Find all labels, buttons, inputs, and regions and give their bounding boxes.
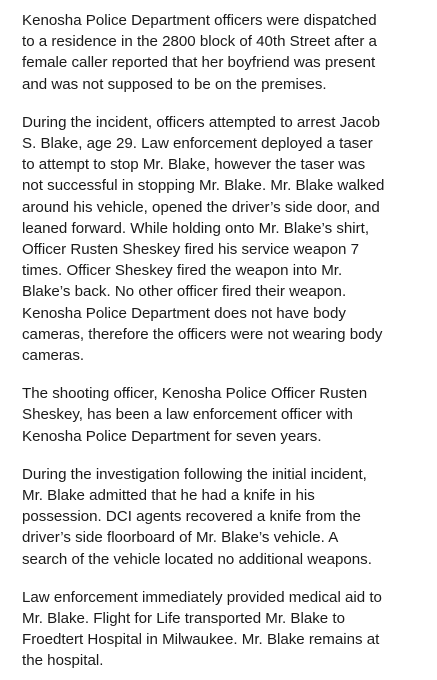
paragraph-dispatch: Kenosha Police Department officers were dispatched to a residence in the 2800 block of 40th Street after a female caller reported that her boyfriend was present and was not supposed to be on the premises. xyxy=(22,12,377,93)
paragraph-shooting-officer: The shooting officer, Kenosha Police Officer Rusten Sheskey, has been a law enforcement officer with Kenosha Police Department for seven years. xyxy=(22,385,368,445)
paragraph-medical-aid: Law enforcement immediately provided medical aid to Mr. Blake. Flight for Life transported Mr. Blake to Froedtert Hospital in Milwaukee. Mr. Blake remains at the hospital. xyxy=(22,588,382,670)
paragraph-investigation: During the investigation following the initial incident, Mr. Blake admitted that he had a knife in his possession. DCI agents recovered a knife from the driver’s side floorboard of Mr. Blake’s vehicle. A search of the vehicle located no additional weapons. xyxy=(22,465,372,568)
paragraph-incident: During the incident, officers attempted to arrest Jacob S. Blake, age 29. Law enforcement deployed a taser to attempt to stop Mr. Blake, however the taser was not successful in stopping Mr. Blake. Mr. Blake walked around his vehicle, opened the driver’s side door, and leaned forward. While holding onto Mr. Blake’s shirt, Officer Rusten Sheskey fired his service weapon 7 times. Officer Sheskey fired the weapon into Mr. Blake’s back. No other officer fired their weapon. Kenosha Police Department does not have body cameras, therefore the officers were not wearing body cameras. xyxy=(22,113,385,365)
